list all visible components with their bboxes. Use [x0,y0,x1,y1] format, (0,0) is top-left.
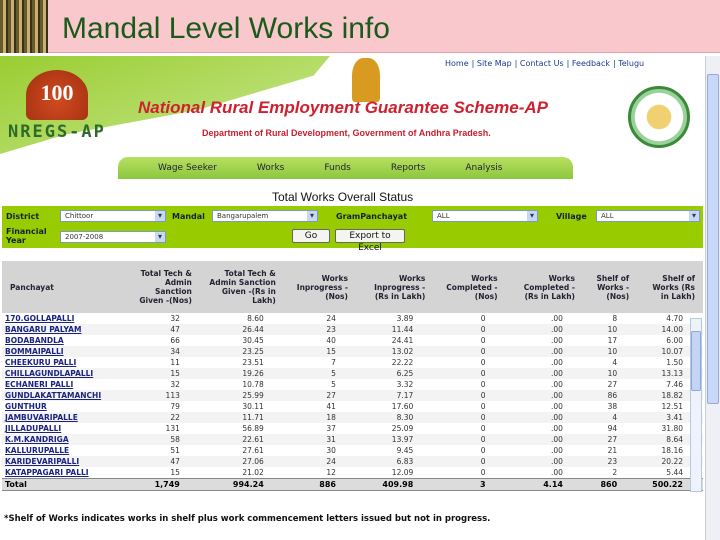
table-cell: 6.00 [666,336,683,345]
table-cell: 56.89 [242,424,264,433]
table-cell: 79 [170,402,180,411]
page-scrollbar[interactable] [705,56,720,540]
table-cell: 31 [284,434,356,445]
table-cell: 18.16 [661,446,683,455]
table-cell: 11 [170,358,180,367]
table-cell: 0 [433,324,505,335]
financial-year-label: Financial Year [6,227,47,245]
column-header: Total Tech & Admin Sanction Given -(Nos) [121,261,200,313]
table-cell: 13.97 [356,434,433,445]
table-row [2,445,703,456]
table-row [2,423,703,434]
table-cell: 7.17 [356,390,433,401]
table-row [2,467,703,478]
table-cell: 0 [433,390,505,401]
table-cell: 11.71 [200,412,284,423]
nav-wage-seeker[interactable]: Wage Seeker [158,163,217,173]
table-cell: 0 [480,314,486,323]
table-cell: .00 [551,358,563,367]
table-cell: 131 [165,424,180,433]
table-cell: 13.02 [356,346,433,357]
table-cell: 7 [331,358,336,367]
district-select[interactable]: Chittoor ▾ [60,210,166,222]
total-row [2,478,703,490]
district-label: District [6,212,40,221]
table-cell: 15 [121,368,200,379]
table-cell: 8.64 [637,434,703,445]
panchayat-link[interactable]: JILLADUPALLI [5,424,62,433]
table-cell: 0 [433,412,505,423]
table-cell: 26.44 [200,324,284,335]
table-cell: 0 [480,467,486,477]
table-cell: .00 [506,456,583,467]
table-cell: 0 [433,434,505,445]
table-cell: 0 [433,368,505,379]
ap-state-seal-icon [628,86,690,148]
total-cell: 994.24 [200,478,284,490]
table-cell: .00 [506,368,583,379]
department-text: Department of Rural Development, Government of Andhra Pradesh. [202,128,491,138]
table-cell: 0 [480,358,486,367]
nregs-100-logo: 100 [26,70,88,120]
gram-panchayat-label: GramPanchayat [336,212,408,221]
table-cell: 15 [170,467,180,477]
brand-text: NREGS-AP [8,122,106,142]
table-cell: 3.32 [396,380,414,389]
total-cell: 860 [583,478,637,490]
table-cell: 3.41 [637,412,703,423]
table-cell: 17 [607,336,618,345]
column-header: Works Completed -(Nos) [433,261,505,313]
table-cell: 13.13 [637,368,703,379]
table-row [2,357,703,368]
table-cell: 12 [326,467,336,477]
table-cell: 8.30 [356,412,433,423]
table-cell: 27.61 [242,446,264,455]
table-cell: 4 [612,358,618,367]
table-row [2,324,703,335]
table-cell: 22.61 [200,434,284,445]
table-cell: 0 [480,402,486,411]
table-cell: .00 [551,467,563,477]
export-excel-button[interactable]: Export to Excel [335,229,405,243]
total-cell: 409.98 [356,478,433,490]
table-cell: 23 [583,456,637,467]
page-scroll-thumb[interactable] [707,74,719,404]
table-cell: 8 [612,314,618,323]
table-cell: 10 [583,368,637,379]
table-cell: 25.99 [200,390,284,401]
table-cell: 18 [284,412,356,423]
panchayat-link[interactable]: 170.GOLLAPALLI [5,314,75,323]
table-cell: 27 [284,390,356,401]
table-cell: 86 [583,390,637,401]
table-cell: 5 [284,368,356,379]
table-cell: 20.22 [637,456,703,467]
mandal-select[interactable]: Bangarupalem ▾ [212,210,318,222]
nav-works[interactable]: Works [256,163,285,173]
table-cell: 5 [331,380,336,389]
table-cell: .00 [506,434,583,445]
table-cell: .00 [551,402,563,411]
table-cell: 0 [433,456,505,467]
table-row [2,390,703,401]
table-cell: 113 [121,390,200,401]
table-cell: 11.44 [356,324,433,335]
table-row [2,346,703,357]
table-cell: 30.45 [242,336,264,345]
table-cell: 0 [433,346,505,357]
panchayat-link[interactable]: KATAPPAGARI PALLI [5,467,89,477]
contact-us-link[interactable]: Contact Us [519,59,564,68]
table-cell: 40 [326,336,336,345]
table-cell: 0 [480,380,486,389]
total-cell: 886 [284,478,356,490]
footnote: *Shelf of Works indicates works in shelf plus work commencement letters issued but not in progress. [4,514,491,524]
table-cell: 12.51 [661,402,683,411]
table-cell: 10 [583,346,637,357]
table-cell: .00 [506,412,583,423]
table-cell: 24 [326,314,336,323]
home-link[interactable]: Home [445,59,469,68]
table-cell: 0 [480,446,486,455]
gram-panchayat-select[interactable]: ALL ▾ [432,210,538,222]
table-cell: 1.50 [666,358,683,367]
table-cell: .00 [551,424,563,433]
table-cell: 32 [170,314,180,323]
panchayat-link[interactable]: BODABANDLA [5,336,64,345]
panchayat-link[interactable]: BANGARU PALYAM [2,324,121,335]
total-cell: Total [2,478,121,490]
go-button[interactable]: Go [292,229,330,243]
table-cell: .00 [551,446,563,455]
column-header: Panchayat [2,261,121,313]
table-cell: 30.11 [242,402,264,411]
table-cell: 27.06 [200,456,284,467]
web-page [0,56,705,540]
table-cell: 31.80 [661,424,683,433]
table-cell: 34 [121,346,200,357]
table-cell: .00 [551,314,563,323]
table-row [2,434,703,445]
village-select[interactable]: ALL ▾ [596,210,700,222]
scheme-banner: National Rural Employment Guarantee Scheme-AP [138,98,548,117]
panchayat-link[interactable]: GUNDLAKATTAMANCHI [2,390,121,401]
column-header: Works Inprogress -(Rs in Lakh) [356,261,433,313]
table-cell: 7.46 [666,380,683,389]
mandal-label: Mandal [172,212,205,221]
decorative-image [0,0,48,53]
table-cell: 15 [284,346,356,357]
table-cell: 10 [583,324,637,335]
panchayat-link[interactable]: ECHANERI PALLI [5,380,74,389]
table-cell: 32 [170,380,180,389]
slide-title-bar [0,0,720,53]
table-cell: 37 [326,424,336,433]
panchayat-link[interactable]: BOMMAIPALLI [2,346,121,357]
panchayat-link[interactable]: K.M.KANDRIGA [2,434,121,445]
table-cell: 24 [284,456,356,467]
total-cell: 1,749 [121,478,200,490]
table-cell: 23 [284,324,356,335]
table-cell: 47 [121,456,200,467]
total-cell: 4.14 [506,478,583,490]
table-cell: 12.09 [391,467,414,477]
table-row [2,379,703,390]
table-cell: 19.26 [200,368,284,379]
table-row [2,313,703,324]
table-cell: 0 [480,336,486,345]
section-title: Total Works Overall Status [272,190,414,204]
table-row [2,456,703,467]
table-cell: 30 [326,446,336,455]
nav-funds[interactable]: Funds [324,163,351,173]
table-row [2,368,703,379]
table-cell: 24.41 [391,336,414,345]
table-row [2,401,703,412]
table-cell: 10.07 [637,346,703,357]
table-cell: 23.51 [242,358,264,367]
table-cell: 17.60 [391,402,414,411]
table-cell: 27 [583,434,637,445]
nav-analysis[interactable]: Analysis [465,163,503,173]
table-cell: .00 [506,390,583,401]
panchayat-link[interactable]: KARIDEVARIPALLI [2,456,121,467]
filter-panel [2,206,703,253]
panchayat-link[interactable]: GUNTHUR [5,402,47,411]
table-cell: 6.25 [356,368,433,379]
table-cell: 25.09 [391,424,414,433]
panchayat-link[interactable]: JAMBUVARIPALLE [2,412,121,423]
table-cell: 4 [583,412,637,423]
table-cell: 22.22 [391,358,414,367]
column-header: Shelf of Works (Rs in Lakh) [637,261,703,313]
table-cell: 22 [121,412,200,423]
column-header: Works Inprogress -(Nos) [284,261,356,313]
column-header: Works Completed -(Rs in Lakh) [506,261,583,313]
column-header: Total Tech & Admin Sanction Given -(Rs in Lakh) [200,261,284,313]
nav-reports[interactable]: Reports [390,163,426,173]
main-nav [118,157,573,179]
telugu-link[interactable]: Telugu [618,59,645,68]
table-cell: .00 [506,324,583,335]
slide-title: Mandal Level Works info [62,12,390,45]
table-cell: 5.44 [666,467,683,477]
table-cell: 21 [607,446,618,455]
table-cell: 38 [607,402,618,411]
table-cell: 58 [121,434,200,445]
table-cell: .00 [506,346,583,357]
site-map-link[interactable]: Site Map [476,59,512,68]
total-cell: 3 [433,478,505,490]
financial-year-select[interactable]: 2007-2008 ▾ [60,231,166,243]
table-cell: 6.83 [356,456,433,467]
table-cell: 0 [480,424,486,433]
table-cell: 14.00 [637,324,703,335]
total-cell: 500.22 [637,478,703,490]
table-cell: 9.45 [396,446,414,455]
panchayat-link[interactable]: CHILLAGUNDLAPALLI [2,368,121,379]
table-cell: 41 [326,402,336,411]
national-emblem-icon [352,58,380,102]
village-label: Village [556,212,587,221]
table-cell: .00 [551,336,563,345]
table-cell: 2 [612,467,618,477]
top-links: Home | Site Map | Contact Us | Feedback | Telugu [445,59,645,68]
table-row [2,412,703,423]
table-cell: 23.25 [200,346,284,357]
feedback-link[interactable]: Feedback [571,59,610,68]
panchayat-link[interactable]: CHEEKURU PALLI [5,358,77,367]
table-cell: 66 [170,336,180,345]
table-cell: 10.78 [242,380,264,389]
table-cell: 21.02 [242,467,264,477]
column-header: Shelf of Works -(Nos) [583,261,637,313]
table-scrollbar[interactable] [690,318,702,492]
table-cell: 27 [607,380,618,389]
works-table [2,261,703,491]
table-cell: 47 [121,324,200,335]
table-scroll-thumb[interactable] [691,331,701,391]
table-row [2,335,703,346]
table-cell: 3.89 [396,314,414,323]
table-cell: 18.82 [637,390,703,401]
table-cell: 51 [170,446,180,455]
table-cell: 4.70 [666,314,683,323]
panchayat-link[interactable]: KALLURUPALLE [5,446,70,455]
table-cell: .00 [551,380,563,389]
table-cell: 94 [607,424,618,433]
table-cell: 8.60 [247,314,264,323]
